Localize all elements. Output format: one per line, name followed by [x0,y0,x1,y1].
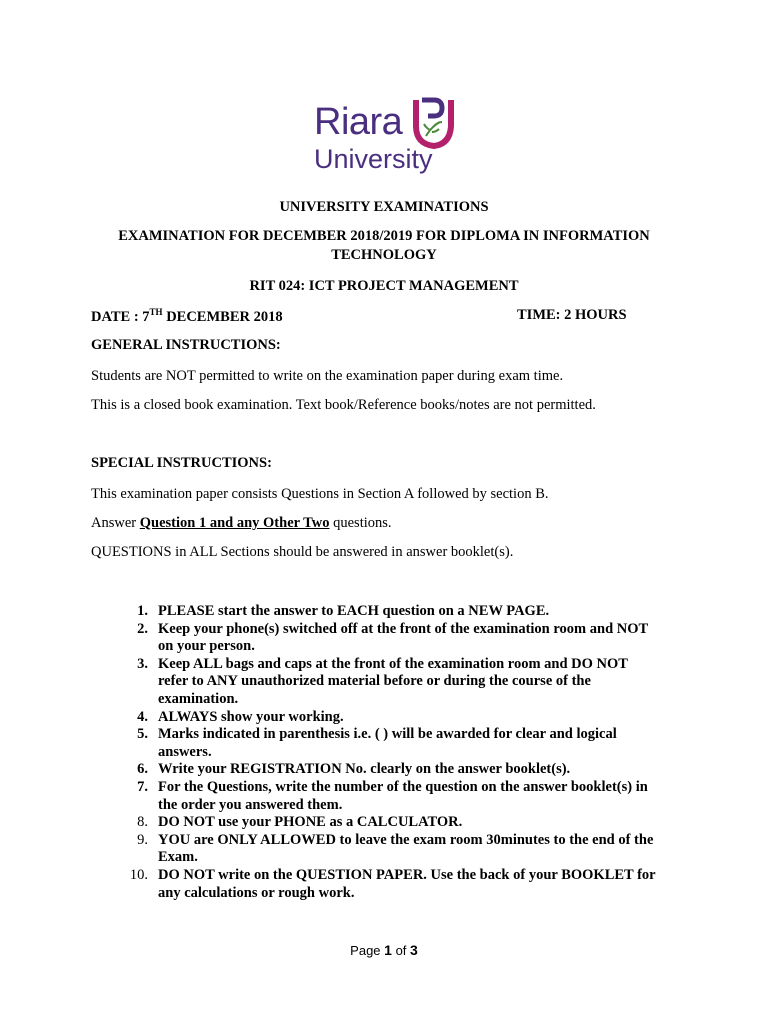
rule-text: Exam. [158,849,198,866]
rule-item [91,709,691,727]
exam-type: UNIVERSITY EXAMINATIONS [279,199,489,215]
special-instruction-answer [91,515,392,532]
date-label: DATE : 7 [91,308,150,325]
footer-page-word: Page [350,943,385,958]
rule-text: For the Questions, write the number of the question on the answer booklet(s) in [158,778,648,795]
rule-item [91,656,691,709]
rule-number: 9. [137,831,148,848]
exam-title-line2: TECHNOLOGY [331,247,437,263]
rule-item [91,621,691,656]
date-value: DECEMBER 2018 [162,308,283,325]
rule-item [91,867,691,902]
rule-item [91,726,691,761]
footer-page-total: 3 [410,942,418,958]
answer-suffix: questions. [329,515,392,531]
exam-rules-list [91,603,691,902]
logo-shield-icon [410,96,456,150]
answer-prefix: Answer [91,515,140,531]
rule-text: refer to ANY unauthorized material before or during the course of the [158,673,591,690]
general-instruction-1: Students are NOT permitted to write on the examination paper during exam time. [91,368,564,384]
special-instructions-heading: SPECIAL INSTRUCTIONS: [91,455,272,471]
answer-emphasis: Question 1 and any Other Two [139,515,330,531]
rule-number: 4. [137,708,148,725]
rule-text: PLEASE start the answer to EACH question on a NEW PAGE. [158,603,550,619]
rule-text: answers. [158,743,212,760]
exam-time: TIME: 2 HOURS [517,307,627,323]
rule-number: 1. [137,603,148,619]
rule-text: DO NOT use your PHONE as a CALCULATOR. [158,814,463,831]
rule-item [91,603,691,621]
rule-text: YOU are ONLY ALLOWED to leave the exam room 30minutes to the end of the [158,831,654,848]
general-instruction-2: This is a closed book examination. Text book/Reference books/notes are not permitted. [91,397,596,413]
logo-wordmark-riara: Riara [314,101,403,143]
date-suffix: TH [149,307,163,317]
rule-text: Keep your phone(s) switched off at the front of the examination room and NOT [158,620,649,637]
exam-title-line1: EXAMINATION FOR DECEMBER 2018/2019 FOR DIPLOMA IN INFORMATION [118,228,650,244]
rule-item [91,761,691,779]
rule-number: 6. [137,761,148,778]
rule-number: 7. [137,778,148,795]
riara-university-logo [312,96,462,182]
course-title: RIT 024: ICT PROJECT MANAGEMENT [249,278,519,294]
rule-text: Write your REGISTRATION No. clearly on the answer booklet(s). [158,761,571,778]
special-instruction-1: This examination paper consists Questions in Section A followed by section B. [91,486,549,502]
rule-text: examination. [158,690,239,707]
rule-item [91,814,691,832]
rule-number: 3. [137,655,148,672]
footer-of-word: of [391,943,411,958]
rule-number: 8. [137,814,148,831]
rule-text: Keep ALL bags and caps at the front of the examination room and DO NOT [158,655,628,672]
rule-number: 5. [137,726,148,743]
rule-text: Marks indicated in parenthesis i.e. ( ) will be awarded for clear and logical [158,726,617,743]
rule-item [91,779,691,814]
footer-page-number: 1 [384,942,392,958]
logo-wordmark-university: University [314,144,433,174]
rule-item [91,832,691,867]
rule-number: 2. [137,620,148,637]
rule-text: the order you answered them. [158,796,343,813]
page-footer [0,942,768,958]
rule-number: 10. [129,866,148,883]
special-instruction-3: QUESTIONS in ALL Sections should be answered in answer booklet(s). [91,544,514,560]
rule-text: on your person. [158,638,255,655]
rule-text: DO NOT write on the QUESTION PAPER. Use the back of your BOOKLET for [158,866,656,883]
rule-text: ALWAYS show your working. [158,708,344,725]
rule-text: any calculations or rough work. [158,884,355,901]
general-instructions-heading: GENERAL INSTRUCTIONS: [91,337,281,353]
exam-date [91,307,283,326]
